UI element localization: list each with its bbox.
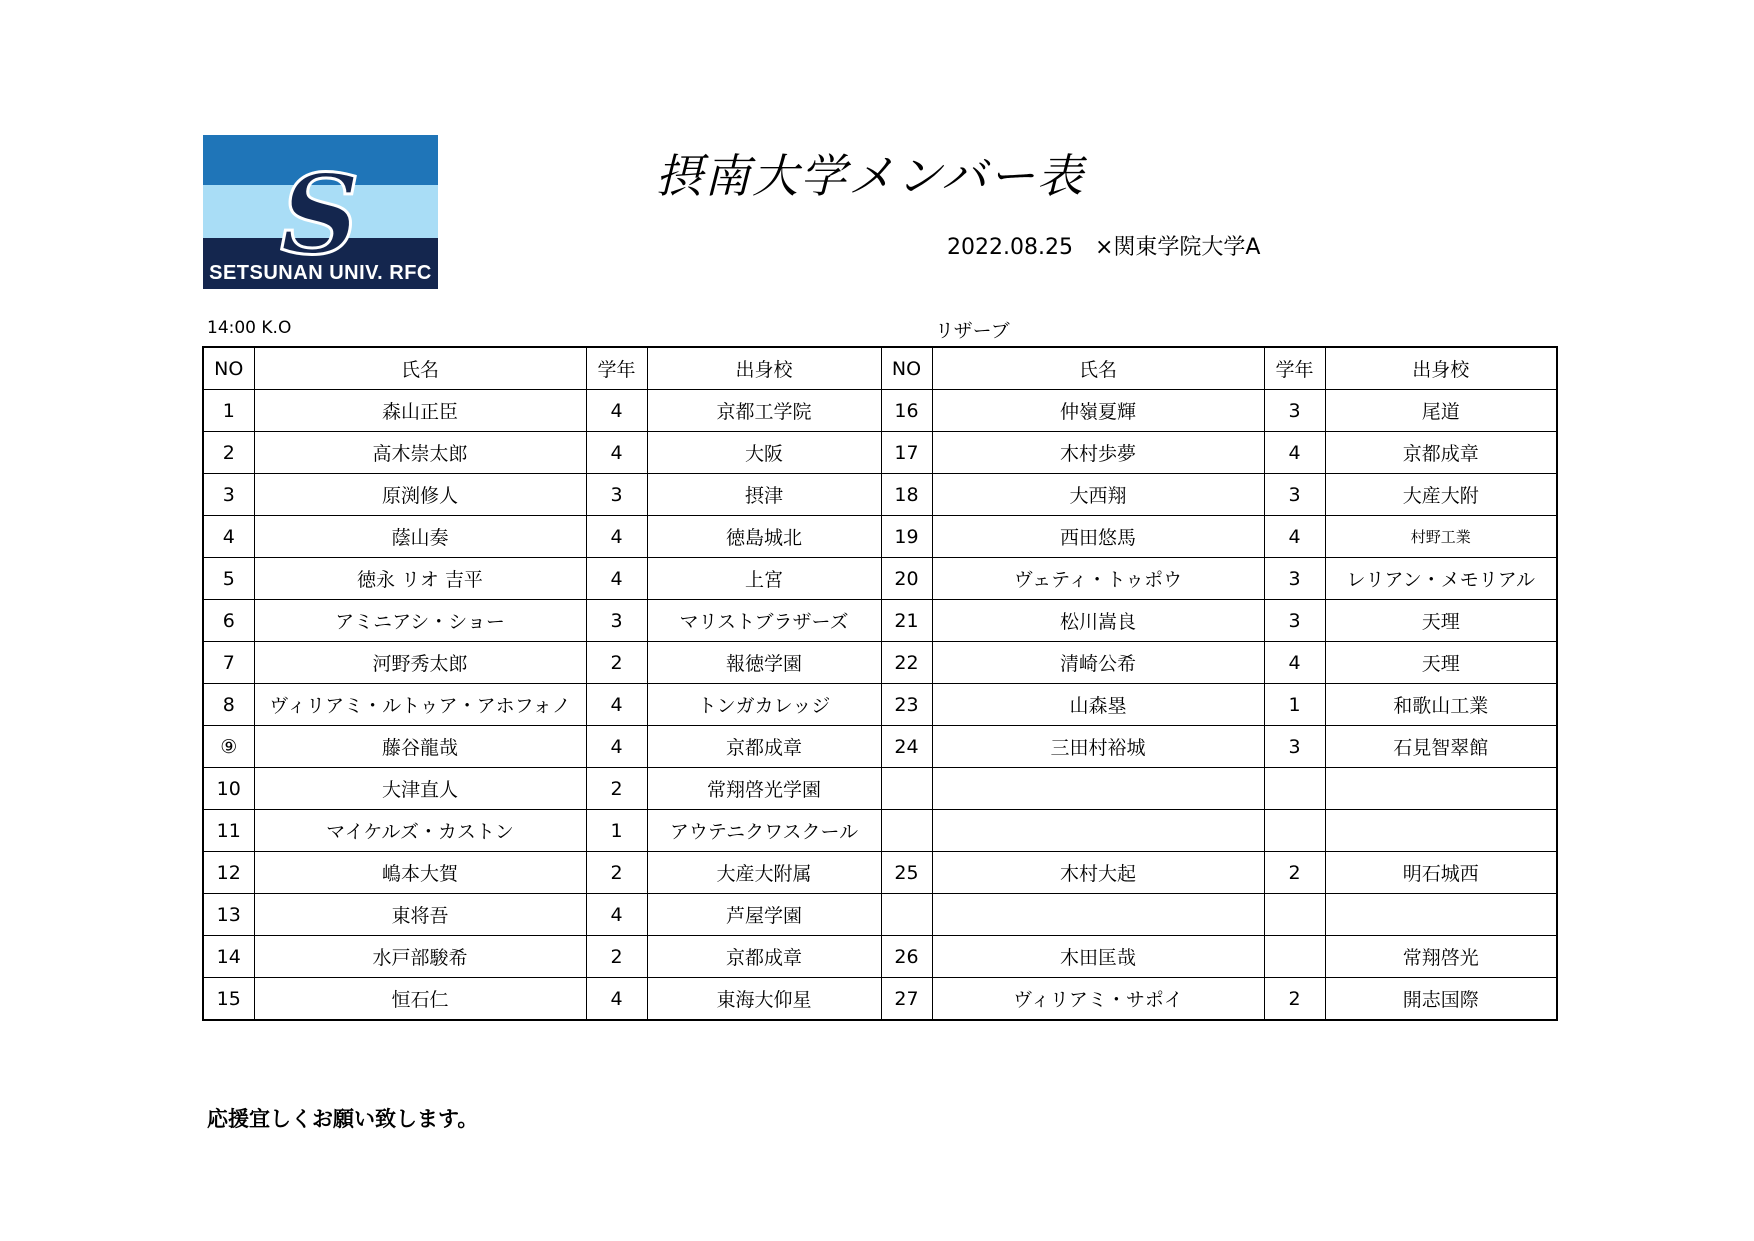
cell-grade: 4: [586, 390, 647, 432]
cell-reserve-grade: 4: [1264, 516, 1325, 558]
cell-reserve-name: 大西翔: [932, 474, 1264, 516]
cell-grade: 4: [586, 978, 647, 1021]
table-row: [203, 684, 1557, 726]
table-header-row: [203, 347, 1557, 390]
footer-message: 応援宜しくお願い致します。: [207, 1107, 479, 1131]
table-row: [203, 474, 1557, 516]
cell-reserve-no: [881, 894, 932, 936]
cell-reserve-no: 23: [881, 684, 932, 726]
cell-name: マイケルズ・カストン: [254, 810, 586, 852]
cell-reserve-grade: [1264, 810, 1325, 852]
cell-grade: 1: [586, 810, 647, 852]
cell-name: 嶋本大賀: [254, 852, 586, 894]
cell-no: 15: [203, 978, 254, 1021]
cell-grade: 4: [586, 516, 647, 558]
cell-reserve-school: 和歌山工業: [1325, 684, 1557, 726]
cell-school: 京都成章: [647, 726, 881, 768]
cell-reserve-no: 24: [881, 726, 932, 768]
cell-grade: 2: [586, 852, 647, 894]
cell-reserve-grade: 2: [1264, 978, 1325, 1021]
cell-school: 摂津: [647, 474, 881, 516]
cell-grade: 4: [586, 894, 647, 936]
cell-school: 芦屋学園: [647, 894, 881, 936]
header-school: 出身校: [647, 347, 881, 390]
cell-reserve-grade: 2: [1264, 852, 1325, 894]
cell-reserve-no: 21: [881, 600, 932, 642]
cell-reserve-school: 尾道: [1325, 390, 1557, 432]
table-row: [203, 894, 1557, 936]
cell-grade: 4: [586, 432, 647, 474]
cell-school: トンガカレッジ: [647, 684, 881, 726]
cell-reserve-school: 京都成章: [1325, 432, 1557, 474]
cell-name: 藤谷龍哉: [254, 726, 586, 768]
table-row: [203, 852, 1557, 894]
cell-reserve-name: 仲嶺夏輝: [932, 390, 1264, 432]
cell-reserve-no: 22: [881, 642, 932, 684]
cell-reserve-name: 西田悠馬: [932, 516, 1264, 558]
header-reserve-school: 出身校: [1325, 347, 1557, 390]
table-row: [203, 558, 1557, 600]
cell-name: 東将吾: [254, 894, 586, 936]
cell-reserve-grade: 1: [1264, 684, 1325, 726]
cell-reserve-name: [932, 894, 1264, 936]
cell-name: 原渕修人: [254, 474, 586, 516]
cell-name: 水戸部駿希: [254, 936, 586, 978]
table-row: [203, 432, 1557, 474]
cell-reserve-name: 山森塁: [932, 684, 1264, 726]
cell-reserve-no: 18: [881, 474, 932, 516]
cell-reserve-name: 木村大起: [932, 852, 1264, 894]
cell-reserve-school: 村野工業: [1325, 516, 1557, 558]
cell-school: 東海大仰星: [647, 978, 881, 1021]
cell-grade: 2: [586, 768, 647, 810]
cell-name: 森山正臣: [254, 390, 586, 432]
table-row: [203, 516, 1557, 558]
cell-reserve-school: 天理: [1325, 600, 1557, 642]
cell-school: 報徳学園: [647, 642, 881, 684]
header-no: NO: [203, 347, 254, 390]
cell-no: 10: [203, 768, 254, 810]
team-logo: [203, 135, 438, 289]
table-row: [203, 978, 1557, 1021]
cell-reserve-no: 16: [881, 390, 932, 432]
cell-reserve-no: 27: [881, 978, 932, 1021]
cell-reserve-school: 大産大附: [1325, 474, 1557, 516]
table-row: [203, 642, 1557, 684]
cell-no: 4: [203, 516, 254, 558]
cell-no: 6: [203, 600, 254, 642]
cell-reserve-name: 三田村裕城: [932, 726, 1264, 768]
cell-name: 蔭山奏: [254, 516, 586, 558]
logo-text: SETSUNAN UNIV. RFC: [209, 262, 432, 284]
cell-reserve-no: [881, 768, 932, 810]
cell-reserve-school: [1325, 810, 1557, 852]
cell-no: 13: [203, 894, 254, 936]
cell-reserve-name: 清崎公希: [932, 642, 1264, 684]
cell-reserve-grade: 3: [1264, 474, 1325, 516]
header-grade: 学年: [586, 347, 647, 390]
cell-reserve-grade: [1264, 894, 1325, 936]
cell-no: 14: [203, 936, 254, 978]
cell-reserve-name: 木田匡哉: [932, 936, 1264, 978]
cell-reserve-school: [1325, 768, 1557, 810]
cell-grade: 4: [586, 726, 647, 768]
cell-reserve-grade: 3: [1264, 558, 1325, 600]
kickoff-time: 14:00 K.O: [207, 318, 292, 338]
cell-no: 8: [203, 684, 254, 726]
cell-reserve-school: 明石城西: [1325, 852, 1557, 894]
match-info: 2022.08.25 ×関東学院大学A: [947, 235, 1261, 260]
cell-reserve-name: 松川嵩良: [932, 600, 1264, 642]
cell-reserve-name: 木村歩夢: [932, 432, 1264, 474]
cell-reserve-grade: 4: [1264, 432, 1325, 474]
cell-no: 3: [203, 474, 254, 516]
cell-school: アウテニクワスクール: [647, 810, 881, 852]
table-row: [203, 390, 1557, 432]
cell-no: 1: [203, 390, 254, 432]
cell-name: アミニアシ・ショー: [254, 600, 586, 642]
cell-name: 徳永 リオ 吉平: [254, 558, 586, 600]
cell-grade: 3: [586, 474, 647, 516]
header-reserve-grade: 学年: [1264, 347, 1325, 390]
cell-reserve-grade: 4: [1264, 642, 1325, 684]
page-title: 摂南大学メンバー表: [656, 149, 1085, 203]
cell-school: 大阪: [647, 432, 881, 474]
cell-no: 5: [203, 558, 254, 600]
cell-reserve-no: [881, 810, 932, 852]
table-row: [203, 936, 1557, 978]
cell-reserve-no: 17: [881, 432, 932, 474]
cell-school: 上宮: [647, 558, 881, 600]
cell-grade: 4: [586, 558, 647, 600]
cell-reserve-grade: [1264, 768, 1325, 810]
cell-reserve-school: 天理: [1325, 642, 1557, 684]
cell-reserve-grade: 3: [1264, 600, 1325, 642]
cell-school: マリストブラザーズ: [647, 600, 881, 642]
cell-school: 大産大附属: [647, 852, 881, 894]
table-row: [203, 768, 1557, 810]
cell-reserve-no: 20: [881, 558, 932, 600]
cell-school: 徳島城北: [647, 516, 881, 558]
cell-no: ⑨: [203, 726, 254, 768]
cell-reserve-school: 常翔啓光: [1325, 936, 1557, 978]
cell-name: 高木崇太郎: [254, 432, 586, 474]
cell-reserve-name: ヴィリアミ・サポイ: [932, 978, 1264, 1021]
cell-reserve-grade: 3: [1264, 390, 1325, 432]
header-reserve-name: 氏名: [932, 347, 1264, 390]
cell-reserve-name: [932, 768, 1264, 810]
member-table: [202, 346, 1558, 1021]
header-reserve-no: NO: [881, 347, 932, 390]
cell-reserve-school: [1325, 894, 1557, 936]
cell-no: 11: [203, 810, 254, 852]
cell-name: ヴィリアミ・ルトゥア・アホフォノ: [254, 684, 586, 726]
cell-reserve-name: ヴェティ・トゥポウ: [932, 558, 1264, 600]
cell-school: 京都工学院: [647, 390, 881, 432]
cell-reserve-no: 19: [881, 516, 932, 558]
cell-grade: 2: [586, 642, 647, 684]
reserve-label: リザーブ: [935, 320, 1010, 342]
cell-reserve-no: 25: [881, 852, 932, 894]
cell-name: 大津直人: [254, 768, 586, 810]
cell-reserve-grade: 3: [1264, 726, 1325, 768]
logo-s-letter: S: [280, 150, 360, 279]
cell-name: 河野秀太郎: [254, 642, 586, 684]
cell-school: 京都成章: [647, 936, 881, 978]
cell-name: 恒石仁: [254, 978, 586, 1021]
cell-grade: 4: [586, 684, 647, 726]
table-row: [203, 600, 1557, 642]
table-row: [203, 810, 1557, 852]
cell-grade: 3: [586, 600, 647, 642]
cell-no: 12: [203, 852, 254, 894]
cell-no: 7: [203, 642, 254, 684]
cell-reserve-name: [932, 810, 1264, 852]
cell-grade: 2: [586, 936, 647, 978]
header-name: 氏名: [254, 347, 586, 390]
table-row: [203, 726, 1557, 768]
cell-reserve-school: 開志国際: [1325, 978, 1557, 1021]
cell-no: 2: [203, 432, 254, 474]
cell-reserve-no: 26: [881, 936, 932, 978]
cell-reserve-school: 石見智翠館: [1325, 726, 1557, 768]
cell-school: 常翔啓光学園: [647, 768, 881, 810]
cell-reserve-school: レリアン・メモリアル: [1325, 558, 1557, 600]
cell-reserve-grade: [1264, 936, 1325, 978]
